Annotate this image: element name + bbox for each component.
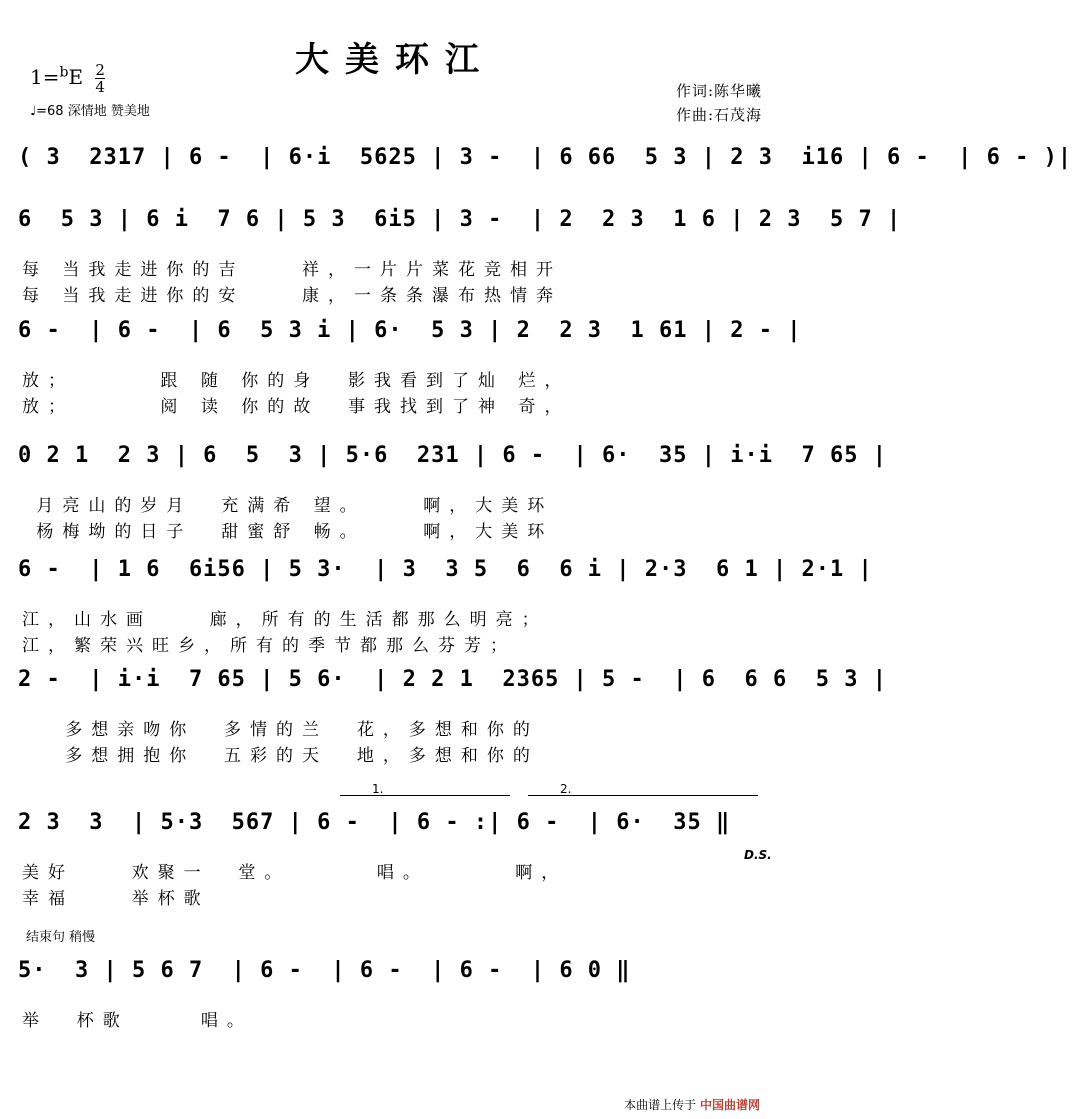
lyric-line: 江，繁荣兴旺乡，所有的季节都那么芬芳； (22, 636, 516, 656)
lyric-line: 每 当我走进你的吉 祥，一片片菜花竞相开 (22, 260, 563, 280)
footer (624, 1096, 760, 1113)
footer-text: 本曲谱上传于 (624, 1098, 697, 1112)
time-top: 2 (95, 61, 105, 79)
notation-line: 5· 3 | 5 6 7 | 6 - | 6 - | 6 - | 6 0 ‖ (18, 958, 631, 983)
flat-sign: b (59, 64, 69, 81)
key-signature (30, 62, 105, 95)
notation-line: 2 - | i·i 7 65 | 5 6· | 2 2 1 2365 | 5 - | 6 6 6 5 3 | (18, 667, 887, 692)
lyric-line: 放； 阅 读 你的故 事我找到了神 奇， (22, 397, 571, 417)
key-prefix: 1= (30, 65, 60, 89)
lyric-line: 月亮山的岁月 充满希 望。 啊，大美环 (22, 496, 554, 516)
lyric-line: 江，山水画 廊，所有的生活都那么明亮； (22, 610, 548, 630)
second-ending-bracket (528, 795, 758, 796)
lyricist: 作词:陈华曦 (675, 82, 762, 100)
lyric-line: 幸福 举杯歌 (22, 889, 210, 909)
lyric-line: 举 杯歌 唱。 (22, 1011, 253, 1031)
second-ending: 2. (560, 782, 572, 796)
footer-brand: 中国曲谱网 (699, 1098, 760, 1112)
lyric-line: 多想拥抱你 五彩的天 地，多想和你的 (22, 746, 539, 766)
time-bottom: 4 (95, 78, 105, 96)
key-note: E (68, 65, 84, 89)
lyric-line: 杨梅坳的日子 甜蜜舒 畅。 啊，大美环 (22, 522, 554, 542)
notation-line: 0 2 1 2 3 | 6 5 3 | 5·6 231 | 6 - | 6· 35 | i·i 7 65 | (18, 443, 887, 468)
first-ending-bracket (340, 795, 510, 796)
notation-line: 6 - | 6 - | 6 5 3 i | 6· 5 3 | 2 2 3 1 61 | 2 - | (18, 318, 802, 343)
lyric-line: 多想亲吻你 多情的兰 花，多想和你的 (22, 720, 539, 740)
lyric-line: 放； 跟 随 你的身 影我看到了灿 烂， (22, 371, 571, 391)
time-signature (95, 62, 105, 95)
notation-line: ( 3 2317 | 6 - | 6·i 5625 | 3 - | 6 66 5 3 | 2 3 i16 | 6 - | 6 - )| (18, 145, 1072, 170)
first-ending: 1. (372, 782, 384, 796)
notation-line: 2 3 3 | 5·3 567 | 6 - | 6 - :| 6 - | 6· 35 ‖ (18, 810, 731, 835)
song-title: 大美环江 (295, 40, 495, 80)
coda-note: 结束句 稍慢 (26, 930, 96, 945)
composer: 作曲:石茂海 (675, 106, 762, 124)
notation-line: 6 5 3 | 6 i 7 6 | 5 3 6i5 | 3 - | 2 2 3 1 6 | 2 3 5 7 | (18, 207, 902, 232)
lyric-line: 美好 欢聚一 堂。 唱。 啊， (22, 863, 568, 883)
lyric-line: 每 当我走进你的安 康，一条条瀑布热情奔 (22, 286, 563, 306)
ds-marking: D.S. (744, 848, 772, 862)
notation-line: 6 - | 1 6 6i56 | 5 3· | 3 3 5 6 6 i | 2·3 6 1 | 2·1 | (18, 557, 873, 582)
tempo-marking: ♩=68 深情地 赞美地 (30, 104, 150, 119)
